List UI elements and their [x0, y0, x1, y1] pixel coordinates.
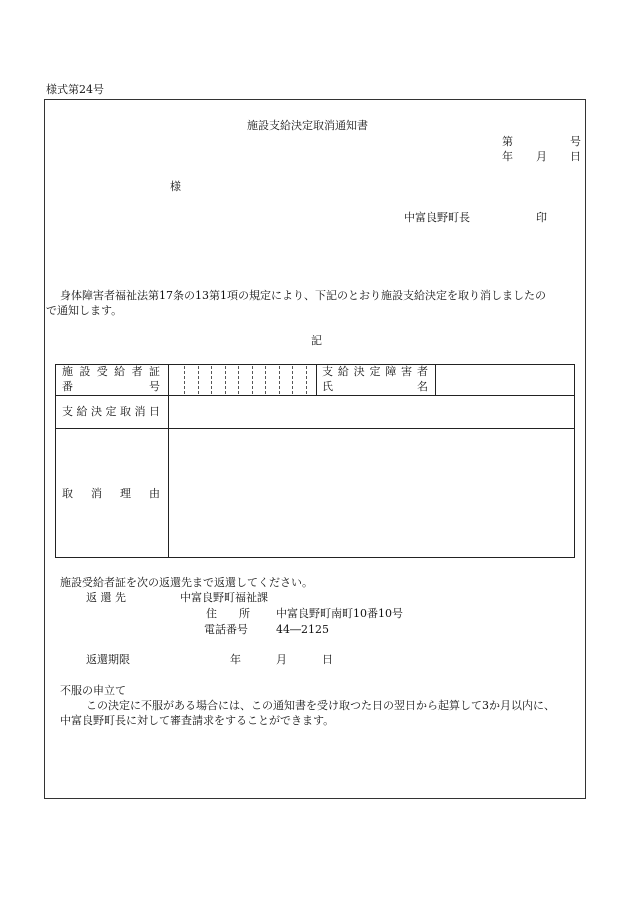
label-char: 者 — [131, 365, 143, 378]
label-char: 給 — [337, 365, 349, 378]
label-char: 証 — [148, 365, 160, 378]
return-deadline-label: 返還期限 — [86, 653, 130, 666]
digit-box-separator — [279, 366, 280, 394]
table-row-divider-2 — [55, 428, 575, 429]
return-deadline-year: 年 — [230, 653, 241, 666]
label-char: 氏 — [322, 380, 333, 393]
appeal-line-2: 中富良野町長に対して審査請求をすることができます。 — [60, 714, 335, 727]
label-char: 害 — [401, 365, 413, 378]
label-char: 決 — [353, 365, 365, 378]
cert-no-label-top — [62, 365, 160, 379]
return-dest-label: 返 還 先 — [86, 591, 126, 604]
reason-label — [62, 487, 160, 501]
recipient-label-bottom — [322, 380, 428, 394]
label-char: 取 — [120, 405, 131, 418]
issuer-seal: 印 — [536, 211, 547, 224]
digit-box-separator — [306, 366, 307, 394]
return-dest-office: 中富良野町福祉課 — [180, 591, 268, 604]
table-recipient-label-right — [435, 364, 436, 396]
label-char: 定 — [105, 405, 117, 418]
return-deadline-month: 月 — [276, 653, 287, 666]
label-char: 決 — [91, 405, 102, 418]
digit-box-separator — [252, 366, 253, 394]
number-prefix: 第 — [502, 135, 513, 148]
return-deadline-day: 日 — [322, 653, 333, 666]
table-row-divider-1 — [55, 395, 575, 396]
label-char: 由 — [149, 487, 160, 500]
digit-box-separator — [265, 366, 266, 394]
digit-box-separator — [292, 366, 293, 394]
cert-no-label-bottom — [62, 380, 160, 394]
label-char: 施 — [62, 365, 73, 378]
digit-box-separator — [184, 366, 185, 394]
document-title: 施設支給決定取消通知書 — [247, 119, 368, 132]
issuer-name: 中富良野町長 — [404, 211, 470, 224]
return-phone-label: 電話番号 — [204, 623, 248, 636]
appeal-line-1: この決定に不服がある場合には、この通知書を受け取つた日の翌日から起算して3か月以内に、 — [86, 699, 555, 712]
return-address-label: 住 所 — [206, 607, 250, 620]
number-suffix: 号 — [570, 135, 581, 148]
addressee-suffix: 様 — [170, 180, 181, 193]
label-char: 取 — [62, 487, 73, 500]
label-char: 日 — [149, 405, 160, 418]
label-char: 番 — [62, 380, 73, 393]
label-char: 給 — [114, 365, 126, 378]
date-day: 日 — [570, 150, 581, 163]
digit-box-separator — [211, 366, 212, 394]
label-char: 者 — [416, 365, 428, 378]
date-month: 月 — [536, 150, 547, 163]
table-border-right — [574, 364, 575, 558]
label-char: 消 — [91, 487, 102, 500]
body-text-line-2: で通知します。 — [46, 304, 123, 317]
return-address: 中富良野町南町10番10号 — [276, 607, 403, 620]
form-number: 様式第24号 — [46, 83, 104, 96]
return-phone: 44―2125 — [276, 623, 329, 636]
digit-box-separator — [225, 366, 226, 394]
label-char: 消 — [134, 405, 146, 418]
digit-box-separator — [238, 366, 239, 394]
return-notice: 施設受給者証を次の返還先まで返還してください。 — [60, 576, 313, 589]
label-char: 名 — [417, 380, 428, 393]
recipient-label-top — [322, 365, 428, 379]
label-char: 定 — [369, 365, 381, 378]
table-border-bottom — [55, 557, 575, 558]
date-year: 年 — [502, 150, 513, 163]
label-char: 給 — [76, 405, 88, 418]
digit-box-separator — [198, 366, 199, 394]
label-char: 設 — [79, 365, 91, 378]
label-char: 受 — [96, 365, 108, 378]
ki-heading: 記 — [311, 334, 322, 347]
table-border-left — [55, 364, 56, 558]
label-char: 号 — [149, 380, 160, 393]
label-char: 理 — [120, 487, 131, 500]
table-recipient-label-left — [316, 364, 317, 396]
label-char: 支 — [62, 405, 73, 418]
label-char: 障 — [385, 365, 397, 378]
label-char: 支 — [322, 365, 333, 378]
cancel-date-label — [62, 405, 160, 419]
appeal-heading: 不服の申立て — [60, 684, 126, 697]
table-label-column-divider — [168, 364, 169, 558]
body-text-line-1: 身体障害者福祉法第17条の13第1項の規定により、下記のとおり施設支給決定を取り消しましたの — [60, 289, 546, 302]
